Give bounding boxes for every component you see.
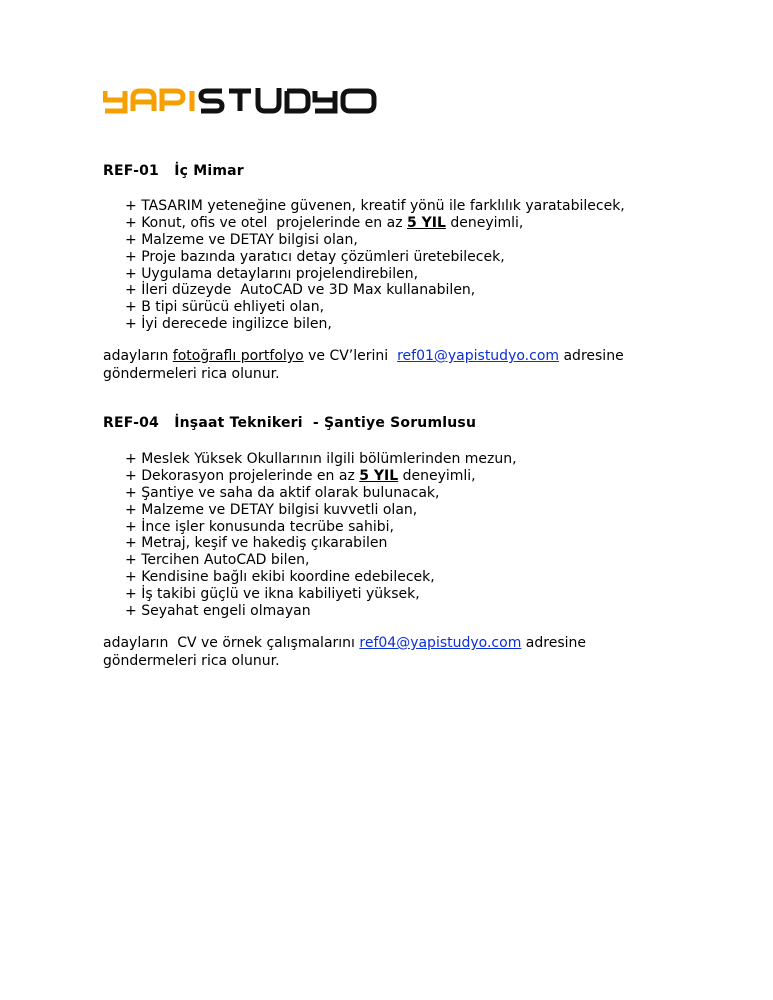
list-item: + İyi derecede ingilizce bilen,	[125, 316, 332, 333]
ref01-email-link[interactable]: ref01@yapistudyo.com	[397, 348, 560, 364]
experience-years: 5 YIL	[407, 214, 446, 231]
list-item: + Dekorasyon projelerinde en az 5 YIL deneyimli,	[125, 467, 476, 484]
ref04-heading	[103, 415, 476, 431]
list-item: + Uygulama detaylarını projelendirebilen,	[125, 265, 419, 282]
list-item: + Seyahat engeli olmayan	[125, 603, 311, 620]
list-item: + Şantiye ve saha da aktif olarak bulunacak,	[125, 484, 440, 501]
list-item: + Meslek Yüksek Okullarının ilgili bölümlerinden mezun,	[125, 451, 517, 467]
ref04-closing-text: adayların CV ve örnek çalışmalarını ref04@yapistudyo.com adresine göndermeleri rica olunur.	[103, 635, 586, 669]
list-item: + Malzeme ve DETAY bilgisi kuvvetli olan,	[125, 501, 418, 518]
list-item: + Metraj, keşif ve hakediş çıkarabilen	[125, 535, 388, 552]
list-item: + Konut, ofis ve otel projelerinde en az 5 YIL deneyimli,	[125, 214, 524, 231]
ref01-code: REF-01	[103, 163, 159, 179]
list-item: + İş takibi güçlü ve ikna kabiliyeti yüksek,	[125, 586, 420, 603]
ref01-requirements-list	[125, 198, 625, 333]
list-item: + İleri düzeyde AutoCAD ve 3D Max kullanabilen,	[125, 282, 476, 299]
ref04-title: İnşaat Teknikeri - Şantiye Sorumlusu	[174, 415, 477, 431]
list-item: + İnce işler konusunda tecrübe sahibi,	[125, 518, 394, 535]
list-item: + B tipi sürücü ehliyeti olan,	[125, 299, 325, 316]
list-item: + Tercihen AutoCAD bilen,	[125, 552, 310, 569]
ref01-closing-text: adayların fotoğraflı portfolyo ve CV’lerini ref01@yapistudyo.com adresine göndermeleri rica olunur.	[103, 348, 624, 382]
list-item: + Kendisine bağlı ekibi koordine edebilecek,	[125, 569, 435, 586]
ref04-email-link[interactable]: ref04@yapistudyo.com	[359, 635, 522, 651]
ref04-requirements-list	[125, 451, 517, 620]
yapistudyo-logo	[103, 86, 393, 114]
ref01-title: İç Mimar	[174, 163, 244, 179]
list-item: + Proje bazında yaratıcı detay çözümleri üretebilecek,	[125, 248, 505, 265]
ref01-heading	[103, 163, 244, 179]
list-item: + TASARIM yeteneğine güvenen, kreatif yönü ile farklılık yaratabilecek,	[125, 198, 625, 214]
experience-years: 5 YIL	[359, 467, 399, 484]
list-item: + Malzeme ve DETAY bilgisi olan,	[125, 231, 358, 248]
portfolio-text: fotoğraflı portfolyo	[172, 348, 304, 364]
ref04-code: REF-04	[103, 415, 159, 431]
